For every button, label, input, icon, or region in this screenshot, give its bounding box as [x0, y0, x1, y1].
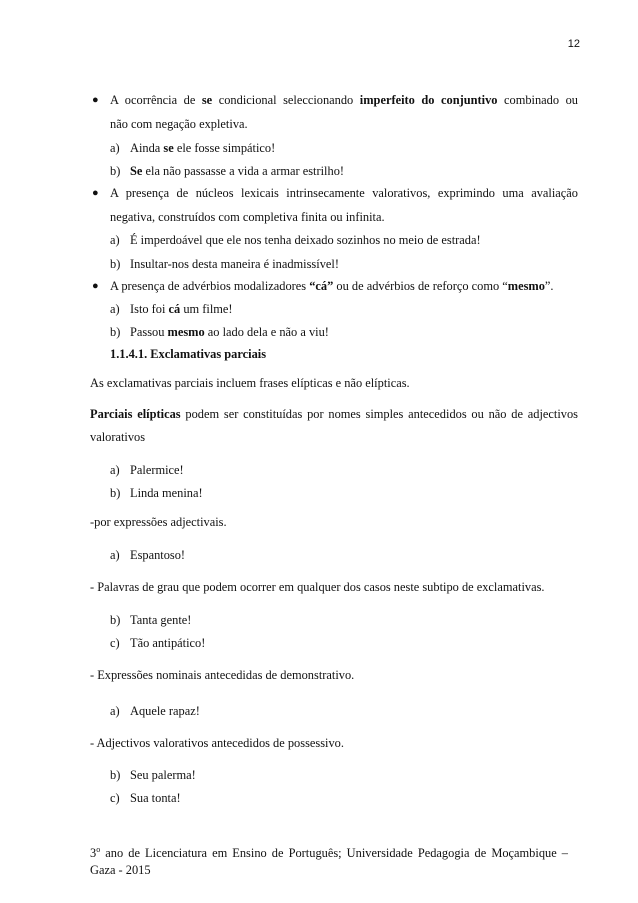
example-item: b) Linda menina!: [110, 486, 203, 500]
example-item: a) Ainda se ele fosse simpático!: [110, 141, 276, 155]
footer-line-1: 3$^o$ ano de Licenciatura em Ensino de Português; Universidade Pedagogia de Moçambique –: [90, 845, 568, 861]
eliptic-line-1: Parciais elípticas podem ser constituídas por nomes simples antecedidos ou não de adjectivos: [90, 407, 578, 421]
adjectives-note: - Adjectivos valorativos antecedidos de possessivo.: [90, 736, 344, 750]
bullet-1-line-2: não com negação expletiva.: [110, 117, 248, 131]
example-item: a) Espantoso!: [110, 548, 186, 562]
footer-line-2: Gaza - 2015: [90, 863, 151, 878]
example-item: a) Aquele rapaz!: [110, 704, 200, 718]
bullet-icon: ●: [92, 280, 99, 292]
eliptic-line-2: valorativos: [90, 430, 146, 444]
bullet-2-line-1: A presença de núcleos lexicais intrinsecamente valorativos, exprimindo uma avaliação: [110, 186, 578, 200]
bullet-2-line-2: negativa, construídos com completiva finita ou infinita.: [110, 210, 385, 224]
nominal-note: - Expressões nominais antecedidas de demonstrativo.: [90, 668, 355, 682]
example-item: c) Tão antipático!: [110, 636, 206, 650]
bullet-icon: ●: [92, 187, 99, 199]
page-number: 12: [567, 38, 580, 50]
bullet-icon: ●: [92, 94, 99, 106]
example-item: b) Insultar-nos desta maneira é inadmissível!: [110, 257, 339, 271]
example-item: b) Tanta gente!: [110, 613, 192, 627]
example-item: b) Passou mesmo ao lado dela e não a viu!: [110, 325, 329, 339]
adjectival-note: -por expressões adjectivais.: [90, 515, 227, 529]
bullet-1-line-1: A ocorrência de se condicional seleccionando imperfeito do conjuntivo combinado ou: [110, 93, 578, 107]
example-item: a) Isto foi cá um filme!: [110, 302, 233, 316]
bullet-3-line-1: A presença de advérbios modalizadores “cá” ou de advérbios de reforço como “mesmo”.: [110, 279, 554, 293]
example-item: a) É imperdoável que ele nos tenha deixado sozinhos no meio de estrada!: [110, 233, 481, 247]
example-item: b) Se ela não passasse a vida a armar estrilho!: [110, 164, 345, 178]
page-footer: [90, 841, 568, 879]
intro-paragraph: As exclamativas parciais incluem frases elípticas e não elípticas.: [90, 376, 410, 390]
degree-words-note: - Palavras de grau que podem ocorrer em qualquer dos casos neste subtipo de exclamativas.: [90, 580, 545, 594]
example-item: a) Palermice!: [110, 463, 184, 477]
example-item: c) Sua tonta!: [110, 791, 181, 805]
section-heading: 1.1.4.1. Exclamativas parciais: [110, 347, 267, 361]
example-item: b) Seu palerma!: [110, 768, 196, 782]
